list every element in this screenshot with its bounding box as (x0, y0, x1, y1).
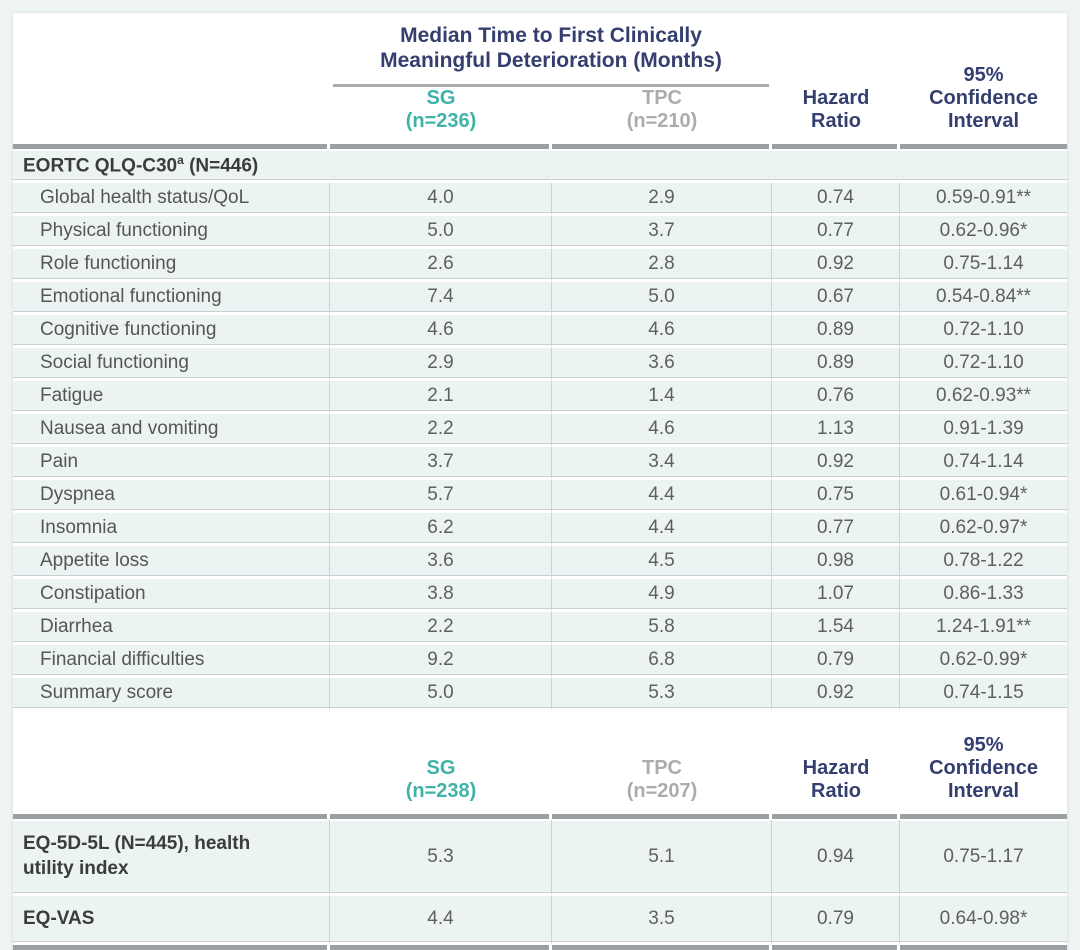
hazard-ratio-value: 0.94 (772, 819, 900, 896)
table-row (13, 249, 1067, 282)
table-row (13, 579, 1067, 612)
tpc-value: 3.6 (552, 348, 772, 381)
confidence-interval-value: 0.75-1.17 (900, 819, 1067, 896)
hazard-ratio-value: 0.75 (772, 480, 900, 513)
sg-value: 5.3 (330, 819, 552, 896)
confidence-interval-value: 1.24-1.91** (900, 612, 1067, 645)
confidence-interval-value: 0.91-1.39 (900, 414, 1067, 447)
sg-value: 2.6 (330, 249, 552, 282)
tpc-value: 2.9 (552, 183, 772, 216)
table-row (13, 348, 1067, 381)
sg-value: 6.2 (330, 513, 552, 546)
section-header-row (13, 149, 1067, 183)
confidence-interval-value: 0.74-1.14 (900, 447, 1067, 480)
footnote-marker: a (177, 153, 184, 168)
tpc-value: 5.1 (552, 819, 772, 896)
tpc-value: 4.4 (552, 513, 772, 546)
tpc-value: 1.4 (552, 381, 772, 414)
tpc-value: 4.6 (552, 315, 772, 348)
row-label: Constipation (13, 579, 330, 612)
row-label: Summary score (13, 678, 330, 711)
row-label: Physical functioning (13, 216, 330, 249)
sg-column-header: SG (n=236) (330, 87, 552, 144)
confidence-interval-header-2: 95% Confidence Interval (900, 711, 1067, 814)
hazard-ratio-header: Hazard Ratio (772, 13, 900, 144)
hazard-ratio-value: 0.92 (772, 249, 900, 282)
row-label: EQ-VAS (13, 896, 330, 945)
tpc-value: 5.0 (552, 282, 772, 315)
row-label: Role functioning (13, 249, 330, 282)
qlq-body (13, 149, 1067, 711)
hazard-ratio-value: 0.76 (772, 381, 900, 414)
header-1 (13, 13, 1067, 149)
row-label: Financial difficulties (13, 645, 330, 678)
header-empty-cell (13, 13, 330, 144)
table-row (13, 480, 1067, 513)
tpc-value: 4.4 (552, 480, 772, 513)
row-label: Dyspnea (13, 480, 330, 513)
hazard-ratio-value: 1.13 (772, 414, 900, 447)
row-label: Pain (13, 447, 330, 480)
tpc-value: 4.6 (552, 414, 772, 447)
hazard-ratio-value: 0.92 (772, 447, 900, 480)
table-row (13, 645, 1067, 678)
row-label: Emotional functioning (13, 282, 330, 315)
table-row (13, 414, 1067, 447)
tpc-value: 5.8 (552, 612, 772, 645)
table-row (13, 546, 1067, 579)
results-card (13, 13, 1067, 950)
sg-value: 5.0 (330, 216, 552, 249)
sg-value: 4.6 (330, 315, 552, 348)
table-row (13, 315, 1067, 348)
hazard-ratio-value: 0.77 (772, 513, 900, 546)
hazard-ratio-value: 1.54 (772, 612, 900, 645)
table-row (13, 513, 1067, 546)
table-row (13, 678, 1067, 711)
confidence-interval-value: 0.74-1.15 (900, 678, 1067, 711)
header-title-row (13, 13, 1067, 87)
table-row (13, 819, 1067, 896)
sg-value: 9.2 (330, 645, 552, 678)
confidence-interval-value: 0.78-1.22 (900, 546, 1067, 579)
row-label: Nausea and vomiting (13, 414, 330, 447)
hazard-ratio-value: 0.79 (772, 645, 900, 678)
tpc-value: 2.8 (552, 249, 772, 282)
spanner-heading-line1: Median Time to First Clinically (400, 24, 702, 47)
sg-value: 2.2 (330, 414, 552, 447)
tpc-column-header: TPC (n=210) (552, 87, 772, 144)
row-label: Social functioning (13, 348, 330, 381)
tpc-value: 3.7 (552, 216, 772, 249)
table-row (13, 896, 1067, 945)
confidence-interval-value: 0.72-1.10 (900, 315, 1067, 348)
thick-divider (13, 945, 1067, 950)
confidence-interval-value: 0.62-0.93** (900, 381, 1067, 414)
sg-value: 7.4 (330, 282, 552, 315)
section-title: EORTC QLQ-C30$^a$ (N=446) (13, 149, 1067, 183)
header2-arm-row (13, 711, 1067, 814)
table-row (13, 282, 1067, 315)
table-row (13, 447, 1067, 480)
hazard-ratio-value: 0.89 (772, 348, 900, 381)
hazard-ratio-value: 0.89 (772, 315, 900, 348)
sg-value: 4.4 (330, 896, 552, 945)
sg-value: 5.0 (330, 678, 552, 711)
sg-value: 3.6 (330, 546, 552, 579)
row-label: Global health status/QoL (13, 183, 330, 216)
eq-body (13, 819, 1067, 950)
spanner-heading-cell (330, 13, 772, 87)
tpc-value: 3.5 (552, 896, 772, 945)
confidence-interval-value: 0.62-0.99* (900, 645, 1067, 678)
hazard-ratio-header-2: Hazard Ratio (772, 711, 900, 814)
hazard-ratio-value: 0.74 (772, 183, 900, 216)
sg-value: 3.7 (330, 447, 552, 480)
tpc-value: 3.4 (552, 447, 772, 480)
header-2 (13, 711, 1067, 819)
confidence-interval-header: 95% Confidence Interval (900, 13, 1067, 144)
table-row (13, 612, 1067, 645)
confidence-interval-value: 0.54-0.84** (900, 282, 1067, 315)
table-row (13, 216, 1067, 249)
sg-value: 2.1 (330, 381, 552, 414)
row-label: Insomnia (13, 513, 330, 546)
spanner-heading-line2: Meaningful Deterioration (Months) (380, 49, 722, 72)
table-row (13, 381, 1067, 414)
hazard-ratio-value: 0.77 (772, 216, 900, 249)
sg-value: 2.2 (330, 612, 552, 645)
sg-column-header-2: SG (n=238) (330, 711, 552, 814)
header2-empty-cell (13, 711, 330, 814)
row-label: Diarrhea (13, 612, 330, 645)
hazard-ratio-value: 0.67 (772, 282, 900, 315)
row-label: EQ-5D-5L (N=445), health utility index (13, 819, 330, 896)
confidence-interval-value: 0.86-1.33 (900, 579, 1067, 612)
tpc-value: 6.8 (552, 645, 772, 678)
hazard-ratio-value: 0.79 (772, 896, 900, 945)
table-row (13, 183, 1067, 216)
hazard-ratio-value: 0.98 (772, 546, 900, 579)
sg-value: 3.8 (330, 579, 552, 612)
row-label: Appetite loss (13, 546, 330, 579)
hazard-ratio-value: 1.07 (772, 579, 900, 612)
tpc-value: 4.9 (552, 579, 772, 612)
confidence-interval-value: 0.64-0.98* (900, 896, 1067, 945)
confidence-interval-value: 0.72-1.10 (900, 348, 1067, 381)
row-label: Fatigue (13, 381, 330, 414)
row-label: Cognitive functioning (13, 315, 330, 348)
sg-value: 4.0 (330, 183, 552, 216)
confidence-interval-value: 0.62-0.97* (900, 513, 1067, 546)
confidence-interval-value: 0.62-0.96* (900, 216, 1067, 249)
tpc-value: 5.3 (552, 678, 772, 711)
confidence-interval-value: 0.75-1.14 (900, 249, 1067, 282)
confidence-interval-value: 0.59-0.91** (900, 183, 1067, 216)
results-table (13, 13, 1067, 950)
confidence-interval-value: 0.61-0.94* (900, 480, 1067, 513)
tpc-column-header-2: TPC (n=207) (552, 711, 772, 814)
tpc-value: 4.5 (552, 546, 772, 579)
hazard-ratio-value: 0.92 (772, 678, 900, 711)
sg-value: 2.9 (330, 348, 552, 381)
sg-value: 5.7 (330, 480, 552, 513)
